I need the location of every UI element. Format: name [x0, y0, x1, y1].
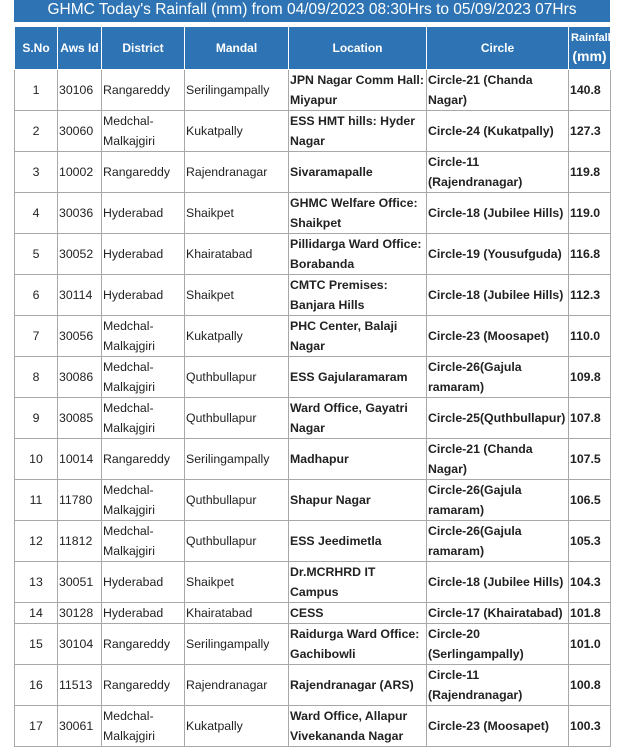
cell-district: Hyderabad — [102, 275, 185, 316]
cell-district: Medchal-Malkajgiri — [102, 111, 185, 152]
cell-aws-id: 11780 — [58, 480, 102, 521]
cell-mandal: Shaikpet — [185, 562, 289, 603]
table-row — [15, 706, 611, 747]
cell-district: Rangareddy — [102, 152, 185, 193]
cell-sno: 3 — [15, 152, 58, 193]
cell-rainfall: 101.8 — [569, 603, 611, 624]
cell-mandal: Quthbullapur — [185, 521, 289, 562]
cell-location: Shapur Nagar — [289, 480, 427, 521]
cell-rainfall: 110.0 — [569, 316, 611, 357]
cell-aws-id: 10014 — [58, 439, 102, 480]
cell-circle: Circle-18 (Jubilee Hills) — [427, 275, 569, 316]
cell-sno: 4 — [15, 193, 58, 234]
cell-rainfall: 100.8 — [569, 665, 611, 706]
cell-district: Rangareddy — [102, 70, 185, 111]
cell-location: Ward Office, Allapur Vivekananda Nagar — [289, 706, 427, 747]
cell-aws-id: 30061 — [58, 706, 102, 747]
cell-rainfall: 127.3 — [569, 111, 611, 152]
cell-district: Medchal-Malkajgiri — [102, 480, 185, 521]
cell-mandal: Kukatpally — [185, 111, 289, 152]
cell-circle: Circle-11 (Rajendranagar) — [427, 665, 569, 706]
cell-rainfall: 116.8 — [569, 234, 611, 275]
table-row — [15, 398, 611, 439]
cell-aws-id: 11513 — [58, 665, 102, 706]
header-rainfall — [569, 27, 611, 70]
table-row — [15, 665, 611, 706]
cell-rainfall: 112.3 — [569, 275, 611, 316]
cell-sno: 14 — [15, 603, 58, 624]
cell-circle: Circle-23 (Moosapet) — [427, 706, 569, 747]
cell-district: Medchal-Malkajgiri — [102, 706, 185, 747]
cell-aws-id: 30085 — [58, 398, 102, 439]
cell-location: Sivaramapalle — [289, 152, 427, 193]
table-row — [15, 111, 611, 152]
cell-sno: 10 — [15, 439, 58, 480]
cell-location: Madhapur — [289, 439, 427, 480]
cell-aws-id: 11812 — [58, 521, 102, 562]
cell-district: Medchal-Malkajgiri — [102, 357, 185, 398]
header-aws-id: Aws Id — [58, 27, 102, 70]
cell-mandal: Shaikpet — [185, 193, 289, 234]
cell-aws-id: 30051 — [58, 562, 102, 603]
cell-sno: 15 — [15, 624, 58, 665]
cell-aws-id: 10002 — [58, 152, 102, 193]
cell-location: ESS Gajularamaram — [289, 357, 427, 398]
table-row — [15, 70, 611, 111]
cell-sno: 1 — [15, 70, 58, 111]
cell-rainfall: 109.8 — [569, 357, 611, 398]
cell-sno: 17 — [15, 706, 58, 747]
table-row — [15, 624, 611, 665]
cell-mandal: Kukatpally — [185, 706, 289, 747]
cell-rainfall: 105.3 — [569, 521, 611, 562]
cell-district: Rangareddy — [102, 439, 185, 480]
cell-sno: 13 — [15, 562, 58, 603]
header-circle: Circle — [427, 27, 569, 70]
cell-location: Pillidarga Ward Office: Borabanda — [289, 234, 427, 275]
cell-circle: Circle-18 (Jubilee Hills) — [427, 562, 569, 603]
cell-location: JPN Nagar Comm Hall: Miyapur — [289, 70, 427, 111]
table-row — [15, 316, 611, 357]
cell-mandal: Quthbullapur — [185, 357, 289, 398]
cell-mandal: Rajendranagar — [185, 665, 289, 706]
table-row — [15, 152, 611, 193]
cell-district: Hyderabad — [102, 603, 185, 624]
cell-sno: 7 — [15, 316, 58, 357]
cell-district: Hyderabad — [102, 193, 185, 234]
cell-circle: Circle-19 (Yousufguda) — [427, 234, 569, 275]
cell-sno: 11 — [15, 480, 58, 521]
table-header-row — [15, 27, 611, 70]
cell-sno: 5 — [15, 234, 58, 275]
cell-location: Ward Office, Gayatri Nagar — [289, 398, 427, 439]
cell-rainfall: 100.3 — [569, 706, 611, 747]
cell-mandal: Khairatabad — [185, 234, 289, 275]
cell-location: ESS Jeedimetla — [289, 521, 427, 562]
table-row — [15, 603, 611, 624]
cell-circle: Circle-17 (Khairatabad) — [427, 603, 569, 624]
cell-district: Medchal-Malkajgiri — [102, 398, 185, 439]
cell-circle: Circle-26(Gajula ramaram) — [427, 357, 569, 398]
cell-aws-id: 30114 — [58, 275, 102, 316]
cell-sno: 9 — [15, 398, 58, 439]
cell-circle: Circle-21 (Chanda Nagar) — [427, 70, 569, 111]
cell-mandal: Serilingampally — [185, 624, 289, 665]
cell-sno: 2 — [15, 111, 58, 152]
cell-rainfall: 106.5 — [569, 480, 611, 521]
cell-district: Rangareddy — [102, 624, 185, 665]
cell-rainfall: 119.0 — [569, 193, 611, 234]
table-row — [15, 234, 611, 275]
cell-circle: Circle-18 (Jubilee Hills) — [427, 193, 569, 234]
cell-aws-id: 30086 — [58, 357, 102, 398]
cell-mandal: Serilingampally — [185, 439, 289, 480]
table-row — [15, 439, 611, 480]
cell-aws-id: 30036 — [58, 193, 102, 234]
table-row — [15, 480, 611, 521]
header-mandal: Mandal — [185, 27, 289, 70]
header-sno: S.No — [15, 27, 58, 70]
cell-sno: 6 — [15, 275, 58, 316]
cell-mandal: Quthbullapur — [185, 398, 289, 439]
cell-location: CESS — [289, 603, 427, 624]
header-location: Location — [289, 27, 427, 70]
cell-rainfall: 101.0 — [569, 624, 611, 665]
rainfall-table — [14, 26, 611, 747]
cell-circle: Circle-25(Quthbullapur) — [427, 398, 569, 439]
cell-district: Medchal-Malkajgiri — [102, 521, 185, 562]
cell-location: PHC Center, Balaji Nagar — [289, 316, 427, 357]
cell-mandal: Shaikpet — [185, 275, 289, 316]
cell-circle: Circle-24 (Kukatpally) — [427, 111, 569, 152]
cell-circle: Circle-26(Gajula ramaram) — [427, 521, 569, 562]
cell-mandal: Kukatpally — [185, 316, 289, 357]
cell-rainfall: 119.8 — [569, 152, 611, 193]
cell-rainfall: 107.5 — [569, 439, 611, 480]
table-row — [15, 275, 611, 316]
cell-district: Medchal-Malkajgiri — [102, 316, 185, 357]
cell-mandal: Rajendranagar — [185, 152, 289, 193]
table-row — [15, 562, 611, 603]
cell-location: ESS HMT hills: Hyder Nagar — [289, 111, 427, 152]
cell-district: Hyderabad — [102, 562, 185, 603]
header-district: District — [102, 27, 185, 70]
cell-district: Rangareddy — [102, 665, 185, 706]
cell-aws-id: 30106 — [58, 70, 102, 111]
cell-sno: 12 — [15, 521, 58, 562]
cell-rainfall: 104.3 — [569, 562, 611, 603]
cell-location: Raidurga Ward Office: Gachibowli — [289, 624, 427, 665]
cell-circle: Circle-21 (Chanda Nagar) — [427, 439, 569, 480]
header-rainfall-unit: (mm) — [572, 48, 607, 64]
cell-sno: 16 — [15, 665, 58, 706]
cell-aws-id: 30052 — [58, 234, 102, 275]
cell-mandal: Serilingampally — [185, 70, 289, 111]
cell-aws-id: 30056 — [58, 316, 102, 357]
cell-sno: 8 — [15, 357, 58, 398]
header-rainfall-label: Rainfall — [571, 32, 611, 44]
cell-mandal: Khairatabad — [185, 603, 289, 624]
table-row — [15, 193, 611, 234]
table-row — [15, 521, 611, 562]
cell-location: Dr.MCRHRD IT Campus — [289, 562, 427, 603]
cell-district: Hyderabad — [102, 234, 185, 275]
cell-location: GHMC Welfare Office: Shaikpet — [289, 193, 427, 234]
cell-circle: Circle-23 (Moosapet) — [427, 316, 569, 357]
cell-mandal: Quthbullapur — [185, 480, 289, 521]
cell-aws-id: 30128 — [58, 603, 102, 624]
cell-circle: Circle-20 (Serlingampally) — [427, 624, 569, 665]
cell-circle: Circle-26(Gajula ramaram) — [427, 480, 569, 521]
table-row — [15, 357, 611, 398]
page-title: GHMC Today's Rainfall (mm) from 04/09/2023 08:30Hrs to 05/09/2023 07Hrs — [14, 0, 610, 22]
cell-aws-id: 30060 — [58, 111, 102, 152]
cell-rainfall: 140.8 — [569, 70, 611, 111]
cell-circle: Circle-11 (Rajendranagar) — [427, 152, 569, 193]
cell-location: CMTC Premises: Banjara Hills — [289, 275, 427, 316]
cell-rainfall: 107.8 — [569, 398, 611, 439]
cell-aws-id: 30104 — [58, 624, 102, 665]
cell-location: Rajendranagar (ARS) — [289, 665, 427, 706]
